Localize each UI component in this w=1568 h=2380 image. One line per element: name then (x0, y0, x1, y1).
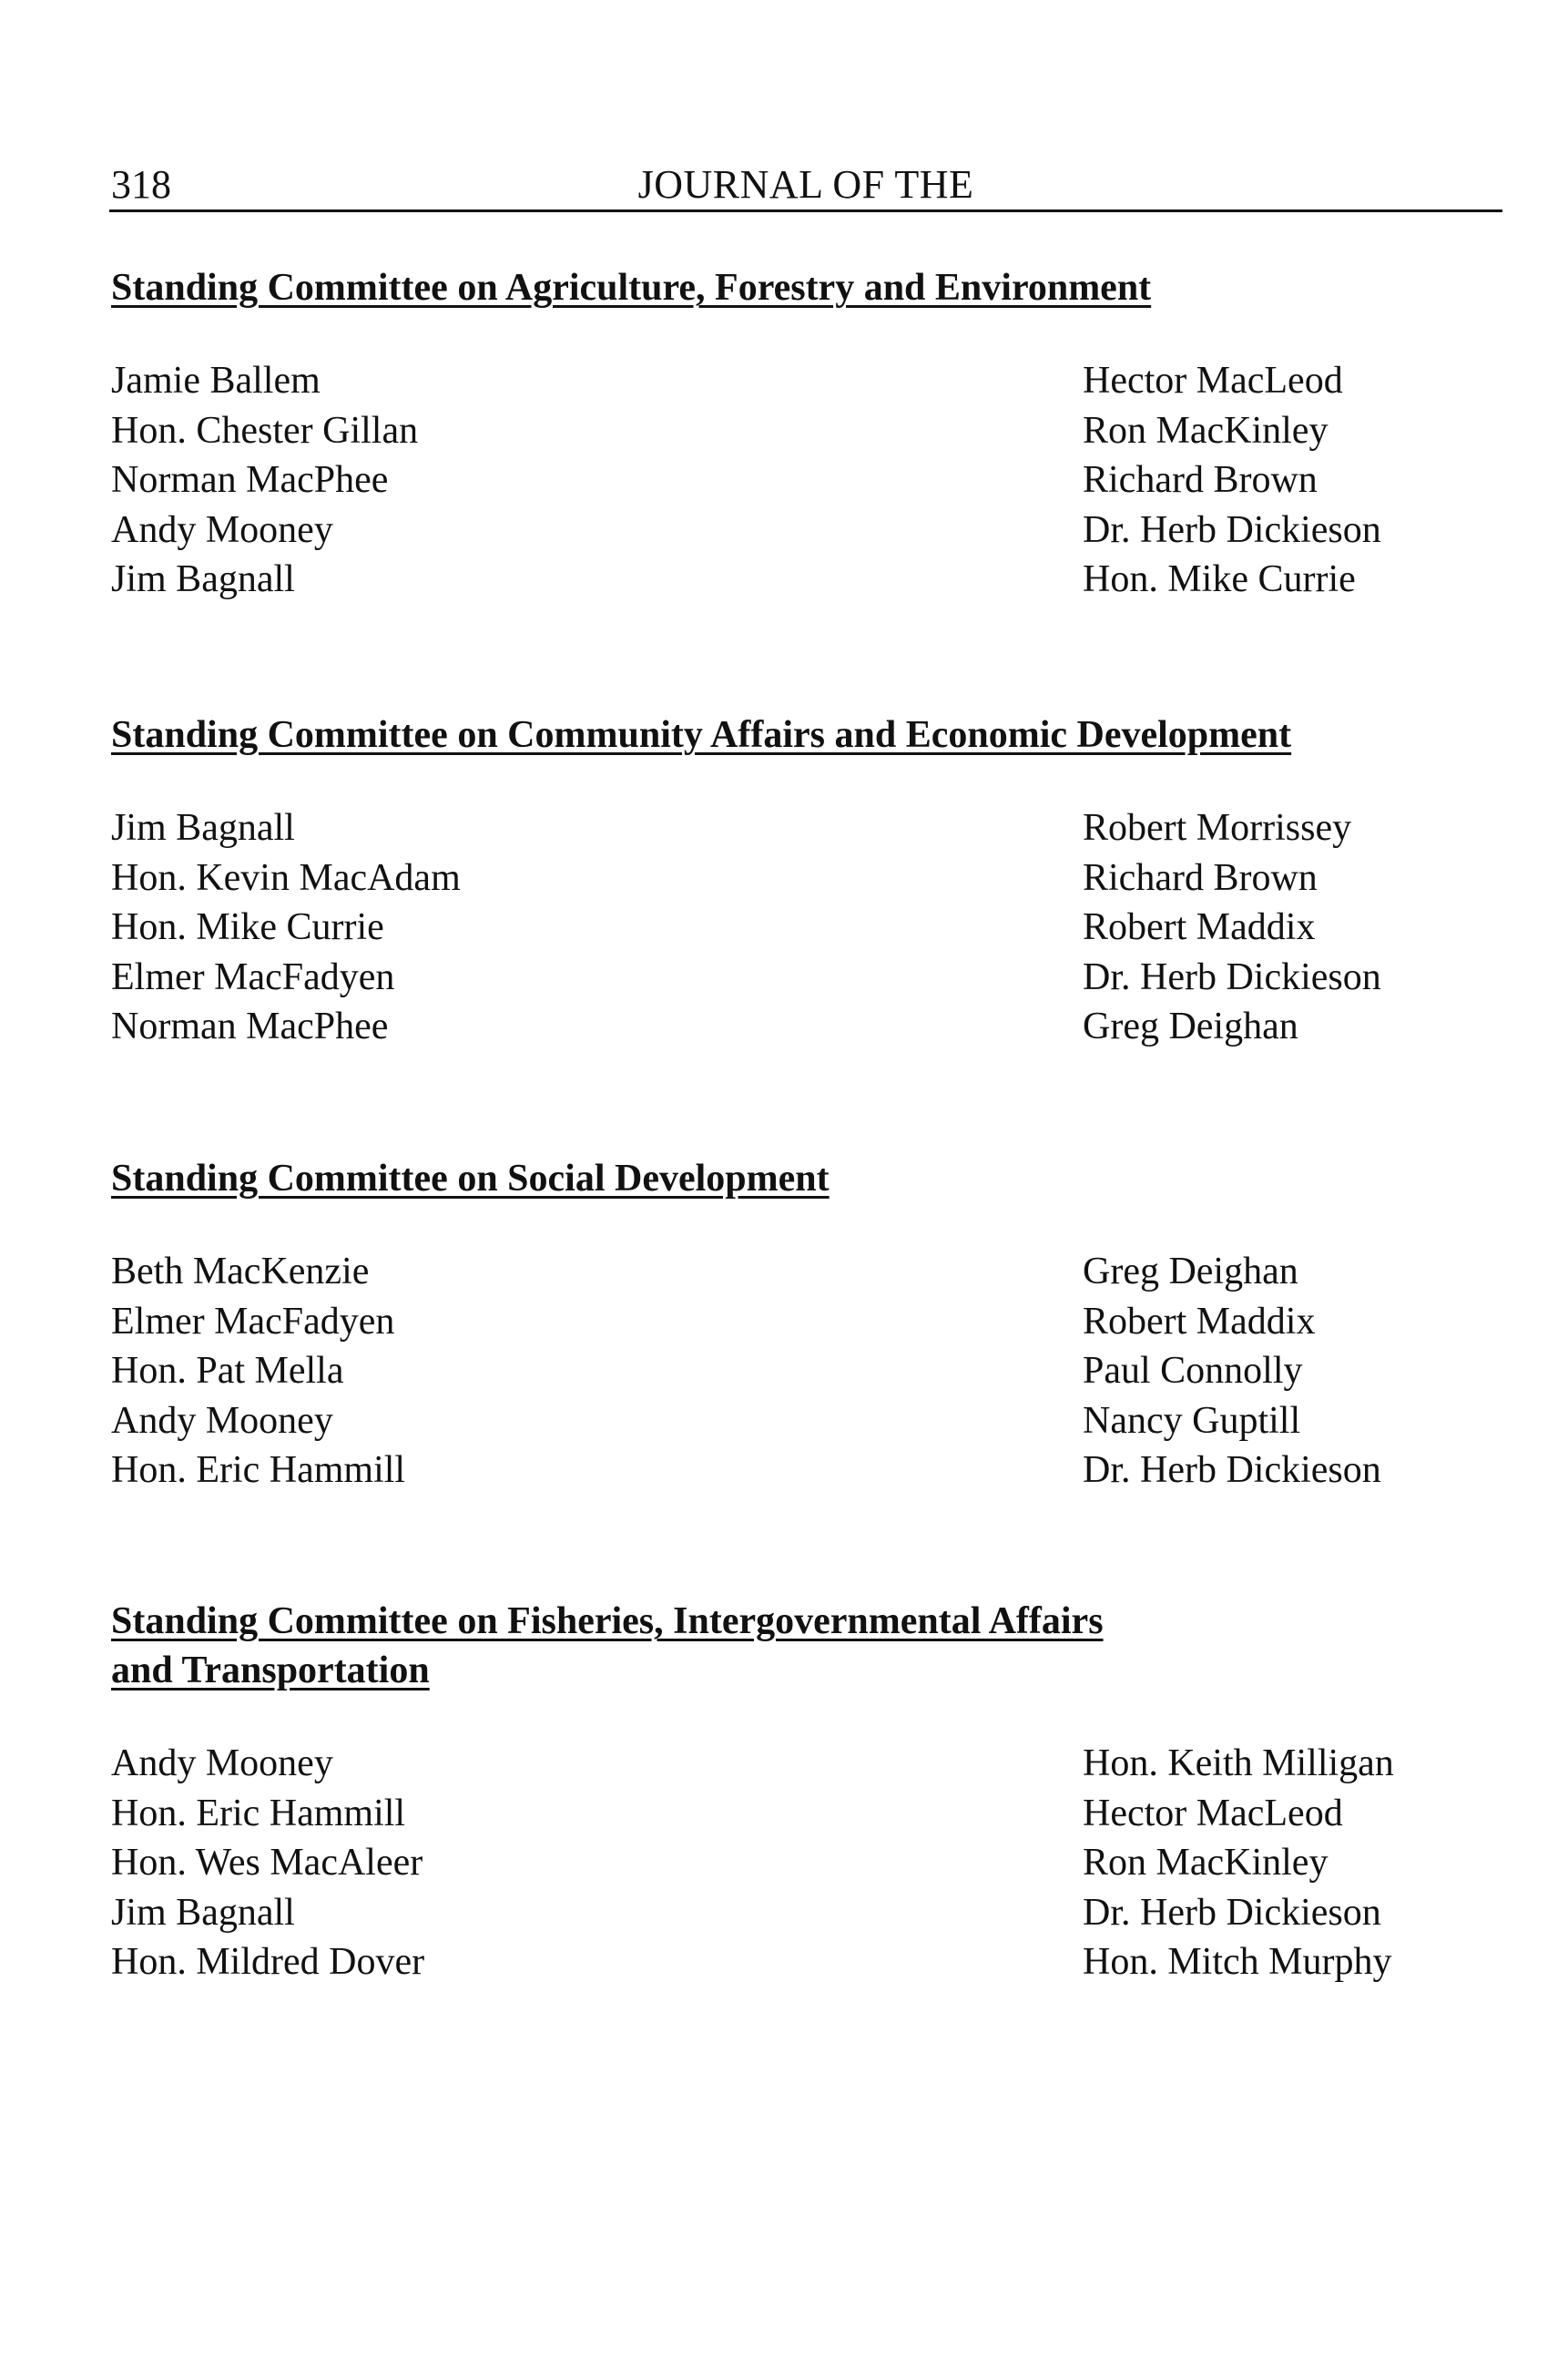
committee-fisheries-intergovernmental-transportation (111, 1597, 1504, 1987)
member-name: Andy Mooney (111, 508, 333, 551)
committee-agriculture-forestry-environment (111, 263, 1504, 605)
committee-title-line: Standing Committee on Fisheries, Intergovernmental Affairs (111, 1600, 1104, 1642)
member-name: Ron MacKinley (1083, 1842, 1329, 1884)
committee-community-affairs-economic-development (111, 710, 1504, 1052)
member-column-left (111, 356, 1083, 605)
member-name: Robert Maddix (1083, 906, 1316, 948)
committee-title-line: and Transportation (111, 1650, 430, 1691)
running-head: JOURNAL OF THE (637, 162, 974, 207)
member-name: Greg Deighan (1083, 1006, 1298, 1047)
member-name: Hector MacLeod (1083, 1792, 1343, 1834)
member-name: Norman MacPhee (111, 1006, 389, 1047)
member-name: Hon. Chester Gillan (111, 409, 419, 452)
member-name: Dr. Herb Dickieson (1083, 955, 1381, 998)
member-name: Richard Brown (1083, 459, 1318, 501)
member-name: Jim Bagnall (111, 558, 295, 600)
member-column-right (1083, 1247, 1504, 1496)
committee-title (111, 710, 1504, 760)
committee-title-line: Standing Committee on Community Affairs and Economic Development (111, 714, 1292, 756)
member-name: Andy Mooney (111, 1742, 333, 1784)
member-name: Hector MacLeod (1083, 360, 1343, 402)
committee-title (111, 1597, 1504, 1695)
member-name: Hon. Mike Currie (111, 906, 384, 948)
member-name: Hon. Eric Hammill (111, 1449, 406, 1491)
member-column-right (1083, 1739, 1504, 1987)
member-name: Jamie Ballem (111, 360, 321, 402)
member-name: Paul Connolly (1083, 1350, 1303, 1392)
member-name: Hon. Eric Hammill (111, 1792, 406, 1834)
member-list (111, 356, 1504, 605)
committee-title-line: Standing Committee on Agriculture, Forestry and Environment (111, 267, 1152, 309)
committee-title-line: Standing Committee on Social Development (111, 1158, 830, 1200)
member-name: Robert Morrissey (1083, 807, 1352, 849)
member-list (111, 1247, 1504, 1496)
member-name: Dr. Herb Dickieson (1083, 508, 1381, 551)
member-name: Hon. Pat Mella (111, 1350, 344, 1392)
member-name: Robert Maddix (1083, 1300, 1316, 1343)
member-name: Hon. Mitch Murphy (1083, 1941, 1392, 1983)
member-name: Hon. Wes MacAleer (111, 1842, 423, 1884)
member-name: Nancy Guptill (1083, 1399, 1301, 1442)
member-name: Norman MacPhee (111, 459, 389, 501)
member-name: Jim Bagnall (111, 807, 295, 849)
member-name: Jim Bagnall (111, 1891, 295, 1934)
member-name: Dr. Herb Dickieson (1083, 1449, 1381, 1491)
member-name: Beth MacKenzie (111, 1251, 370, 1292)
member-name: Ron MacKinley (1083, 409, 1329, 452)
member-name: Hon. Keith Milligan (1083, 1742, 1394, 1784)
member-name: Hon. Mike Currie (1083, 558, 1356, 600)
member-column-left (111, 1247, 1083, 1496)
member-name: Hon. Mildred Dover (111, 1941, 425, 1983)
member-column-left (111, 1739, 1083, 1987)
page-number: 318 (111, 162, 171, 207)
member-name: Richard Brown (1083, 856, 1318, 899)
member-name: Elmer MacFadyen (111, 1300, 395, 1343)
member-name: Greg Deighan (1083, 1251, 1298, 1292)
member-column-right (1083, 356, 1504, 605)
member-list (111, 803, 1504, 1052)
committee-social-development (111, 1154, 1504, 1496)
member-name: Dr. Herb Dickieson (1083, 1891, 1381, 1934)
page-header (109, 162, 1502, 212)
committee-title (111, 263, 1504, 312)
member-name: Elmer MacFadyen (111, 955, 395, 998)
member-column-left (111, 803, 1083, 1052)
committee-title (111, 1154, 1504, 1203)
member-name: Hon. Kevin MacAdam (111, 856, 461, 899)
member-column-right (1083, 803, 1504, 1052)
member-name: Andy Mooney (111, 1399, 333, 1442)
member-list (111, 1739, 1504, 1987)
